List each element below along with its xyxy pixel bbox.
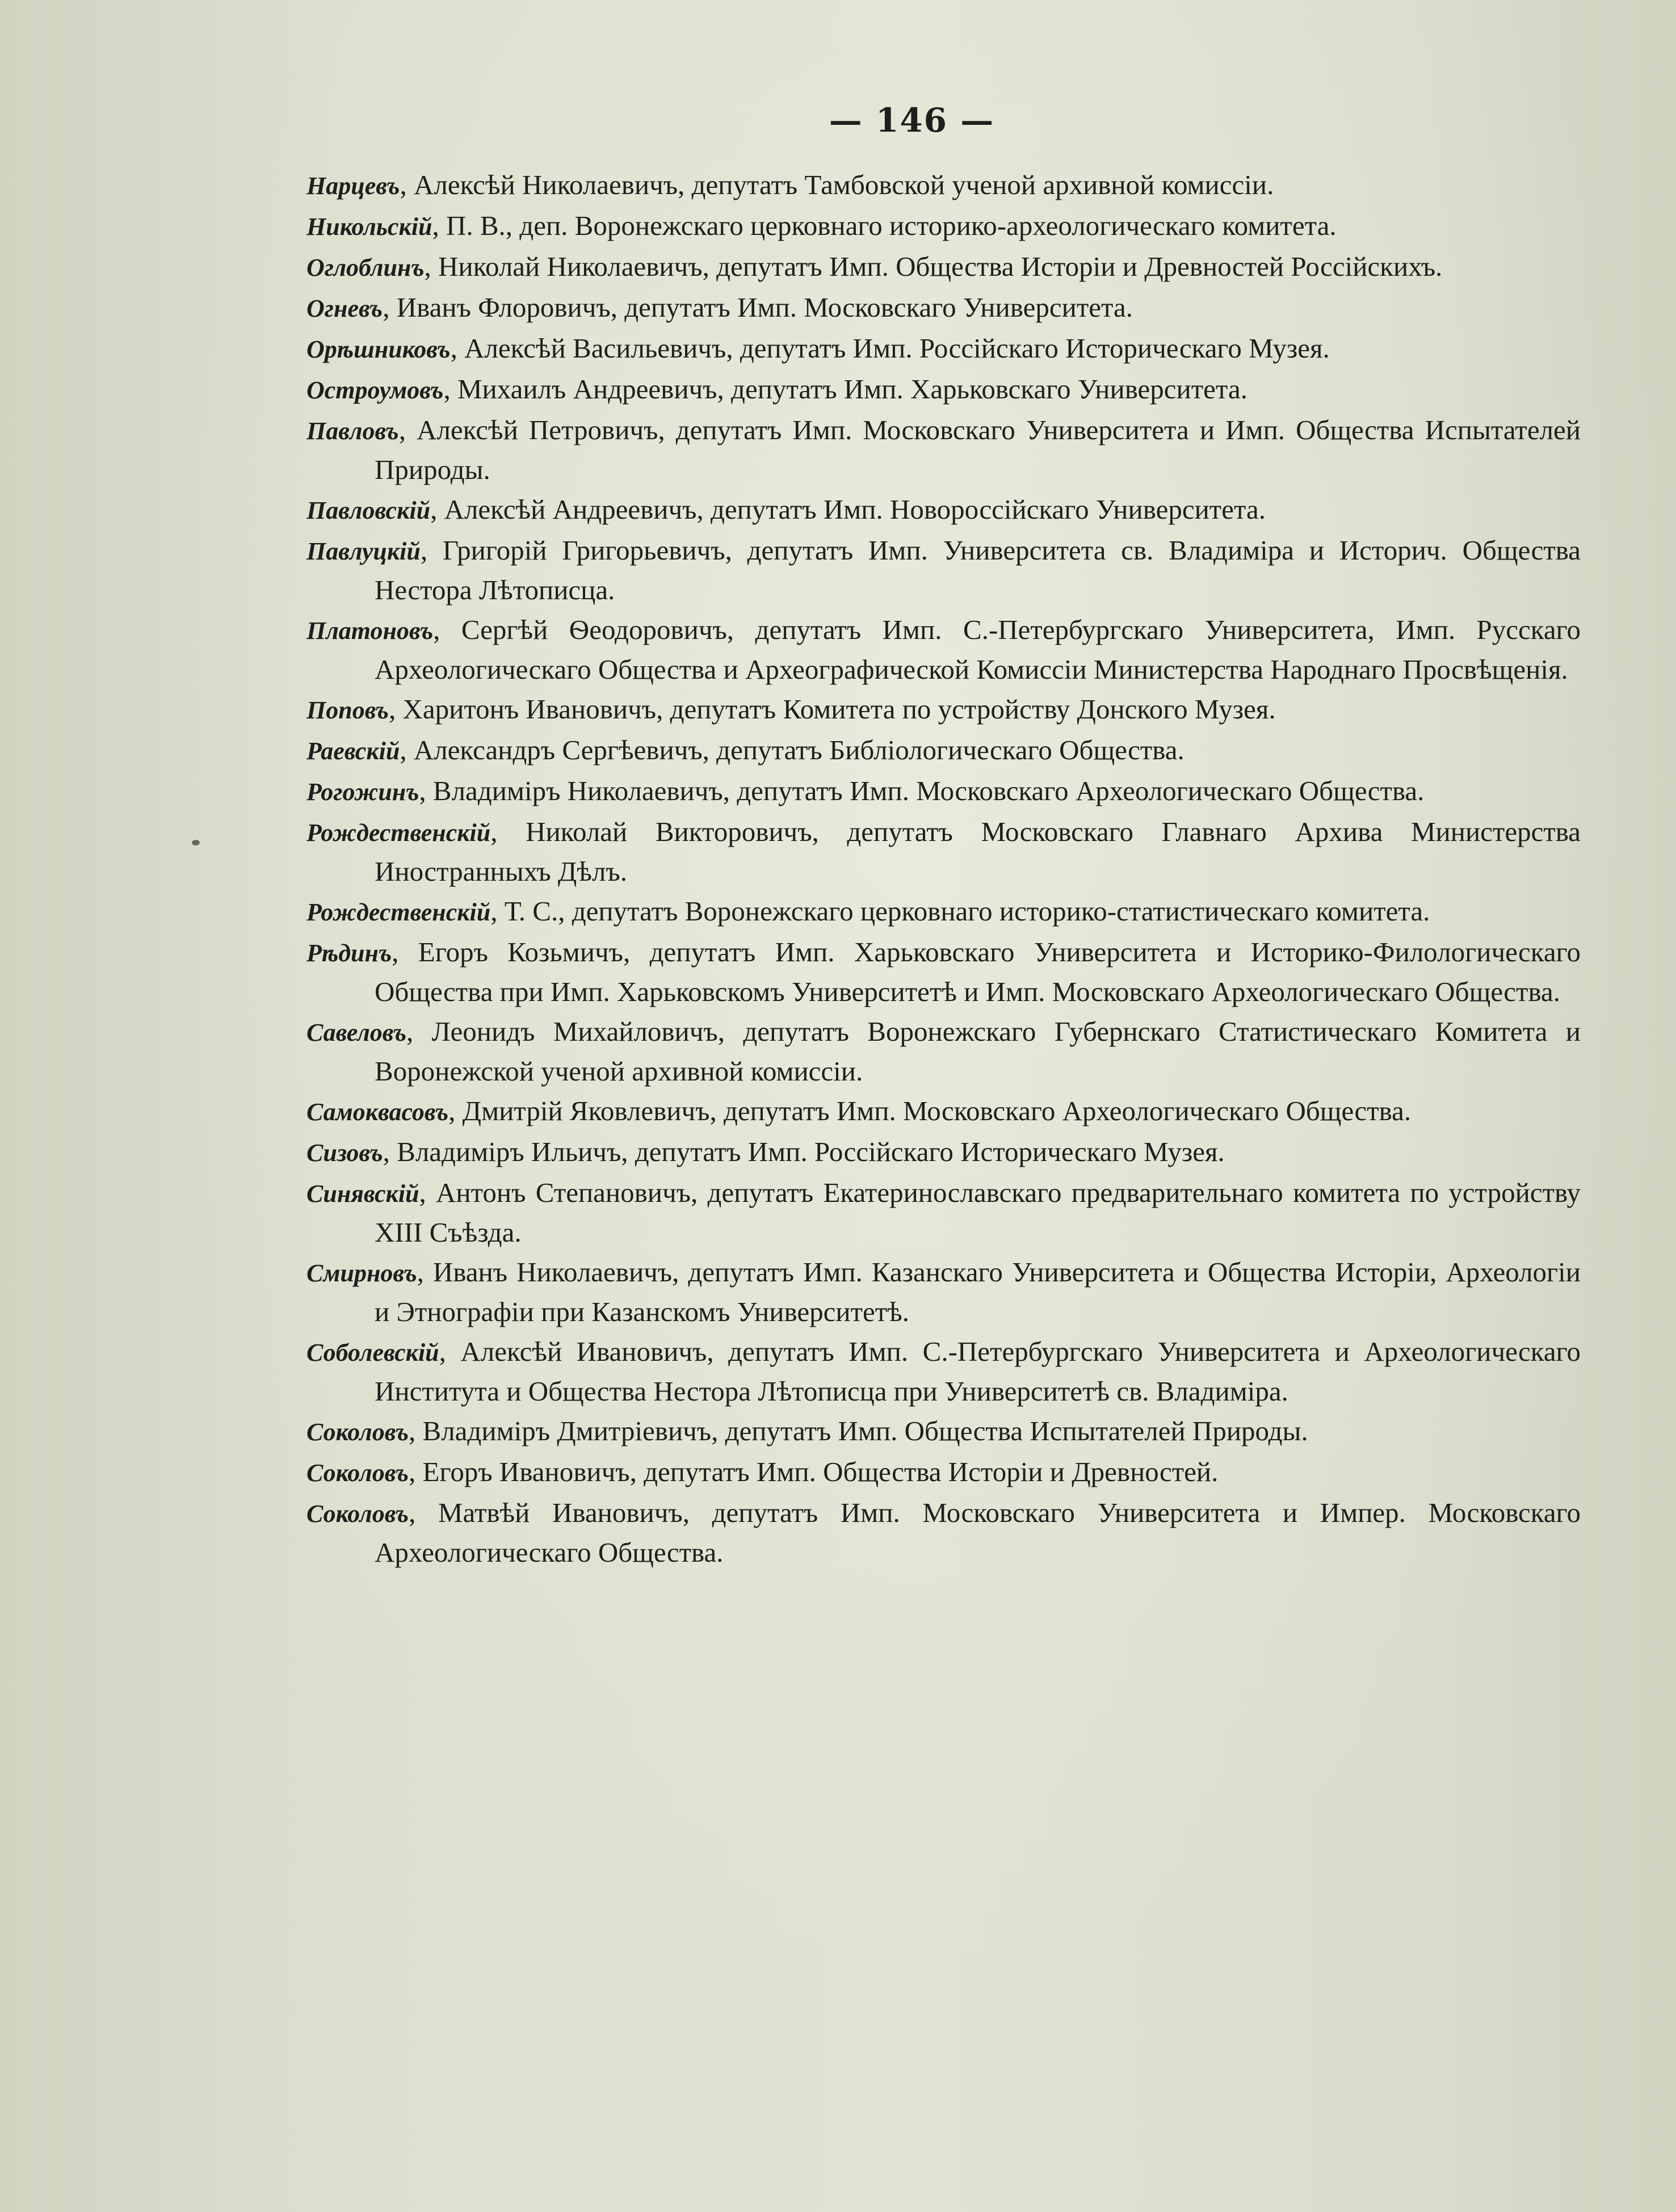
entry-text: , Иванъ Николаевичъ, депутатъ Имп. Казанскаго Университета и Общества Исторіи, Археологіи и Этнографіи при Казанскомъ Университетѣ.	[375, 1256, 1581, 1327]
entry-text: , Владиміръ Дмитріевичъ, депутатъ Имп. Общества Испытателей Природы.	[409, 1415, 1308, 1446]
list-item	[306, 731, 1581, 771]
list-item	[306, 1453, 1581, 1492]
entry-surname: Огневъ	[306, 295, 383, 322]
entry-surname: Рождественскій	[306, 819, 491, 847]
entry-surname: Соколовъ	[306, 1459, 409, 1487]
entry-text: , Алексѣй Андреевичъ, депутатъ Имп. Новороссійскаго Университета.	[430, 494, 1266, 525]
entry-text: , Алексѣй Васильевичъ, депутатъ Имп. Россійскаго Историческаго Музея.	[450, 333, 1330, 364]
entry-text: , Михаилъ Андреевичъ, депутатъ Имп. Харьковскаго Университета.	[443, 373, 1247, 405]
entry-surname: Савеловъ	[306, 1019, 407, 1046]
entry-surname: Рѣдинъ	[306, 939, 392, 967]
entry-text: , Александръ Сергѣевичъ, депутатъ Библіологическаго Общества.	[400, 734, 1184, 766]
list-item	[306, 690, 1581, 730]
entry-surname: Смирновъ	[306, 1259, 417, 1287]
entry-surname: Рогожинъ	[306, 778, 419, 806]
entry-surname: Павловъ	[306, 417, 399, 445]
entry-text: , Дмитрій Яковлевичъ, депутатъ Имп. Московскаго Археологическаго Общества.	[448, 1095, 1412, 1126]
entry-text: , Леонидъ Михайловичъ, депутатъ Воронежскаго Губернскаго Статистическаго Комитета и Воронежской ученой архивной комиссіи.	[375, 1016, 1581, 1087]
entry-surname: Нарцевъ	[306, 172, 400, 200]
entry-text: , П. В., деп. Воронежскаго церковнаго историко-археологическаго комитета.	[432, 210, 1337, 241]
page-number: — 146 —	[829, 101, 995, 140]
list-item	[306, 772, 1581, 811]
list-item	[306, 1253, 1581, 1331]
entry-surname: Раевскій	[306, 737, 400, 765]
entry-text: , Григорій Григорьевичъ, депутатъ Имп. Университета св. Владиміра и Историч. Общества Нестора Лѣтописца.	[375, 535, 1581, 605]
entry-surname: Сизовъ	[306, 1139, 383, 1167]
entry-surname: Самоквасовъ	[306, 1098, 449, 1126]
list-item	[306, 1012, 1581, 1091]
ink-spot	[192, 840, 200, 846]
list-item	[306, 207, 1581, 246]
delegate-list	[306, 166, 1581, 1573]
entry-text: , Иванъ Флоровичъ, депутатъ Имп. Московскаго Университета.	[383, 292, 1133, 323]
entry-text: , Алексѣй Николаевичъ, депутатъ Тамбовской ученой архивной комиссіи.	[400, 169, 1274, 200]
entry-surname: Остроумовъ	[306, 376, 444, 404]
list-item	[306, 1332, 1581, 1411]
entry-surname: Синявскій	[306, 1180, 419, 1208]
entry-surname: Соколовъ	[306, 1418, 409, 1446]
entry-text: , Владиміръ Николаевичъ, депутатъ Имп. Московскаго Археологическаго Общества.	[419, 775, 1425, 806]
list-item	[306, 411, 1581, 489]
list-item	[306, 1133, 1581, 1172]
list-item	[306, 247, 1581, 287]
entry-surname: Поповъ	[306, 696, 389, 724]
entry-surname: Орѣшниковъ	[306, 335, 451, 363]
list-item	[306, 1494, 1581, 1572]
entry-text: , Алексѣй Ивановичъ, депутатъ Имп. С.-Петербургскаго Университета и Археологическаго Института и Общества Нестора Лѣтописца при Университетѣ св. Владиміра.	[375, 1336, 1581, 1407]
list-item	[306, 813, 1581, 891]
list-item	[306, 1174, 1581, 1252]
entry-surname: Павлуцкій	[306, 537, 421, 565]
entry-text: , Владиміръ Ильичъ, депутатъ Имп. Россійскаго Историческаго Музея.	[383, 1136, 1225, 1167]
list-item	[306, 1092, 1581, 1132]
entry-surname: Платоновъ	[306, 617, 434, 645]
list-item	[306, 370, 1581, 410]
entry-text: , Сергѣй Ѳеодоровичъ, депутатъ Имп. С.-Петербургскаго Университета, Имп. Русскаго Археологическаго Общества и Археографической Комиссіи Министерства Народнаго Просвѣщенія.	[375, 614, 1581, 685]
list-item	[306, 166, 1581, 205]
list-item	[306, 611, 1581, 689]
list-item	[306, 288, 1581, 328]
list-item	[306, 531, 1581, 609]
entry-text: , Егоръ Ивановичъ, депутатъ Имп. Общества Исторіи и Древностей.	[409, 1456, 1219, 1487]
entry-text: , Харитонъ Ивановичъ, депутатъ Комитета по устройству Донского Музея.	[388, 693, 1276, 725]
entry-text: , Николай Викторовичъ, депутатъ Московскаго Главнаго Архива Министерства Иностранныхъ Дѣлъ.	[375, 816, 1581, 887]
entry-text: , Егоръ Козьмичъ, депутатъ Имп. Харьковскаго Университета и Историко-Филологическаго Общества при Имп. Харьковскомъ Университетѣ и Имп. Московскаго Археологическаго Общества.	[375, 936, 1581, 1007]
entry-surname: Оглоблинъ	[306, 254, 425, 281]
list-item	[306, 892, 1581, 932]
entry-text: , Матвѣй Ивановичъ, депутатъ Имп. Московскаго Университета и Импер. Московскаго Археологическаго Общества.	[375, 1497, 1581, 1568]
entry-surname: Павловскій	[306, 497, 431, 524]
entry-surname: Никольскій	[306, 213, 432, 241]
entry-text: , Николай Николаевичъ, депутатъ Имп. Общества Исторіи и Древностей Россійскихъ.	[424, 251, 1443, 282]
list-item	[306, 329, 1581, 369]
entry-text: , Т. С., депутатъ Воронежскаго церковнаго историко-статистическаго комитета.	[490, 895, 1430, 927]
entry-surname: Соболевскій	[306, 1339, 439, 1366]
entry-surname: Соколовъ	[306, 1500, 409, 1528]
entry-surname: Рождественскій	[306, 898, 491, 926]
entry-text: , Антонъ Степановичъ, депутатъ Екатеринославскаго предварительнаго комитета по устройству XIII Съѣзда.	[375, 1177, 1581, 1248]
list-item	[306, 933, 1581, 1011]
entry-text: , Алексѣй Петровичъ, депутатъ Имп. Московскаго Университета и Имп. Общества Испытателей Природы.	[375, 414, 1581, 485]
list-item	[306, 1412, 1581, 1452]
list-item	[306, 490, 1581, 530]
